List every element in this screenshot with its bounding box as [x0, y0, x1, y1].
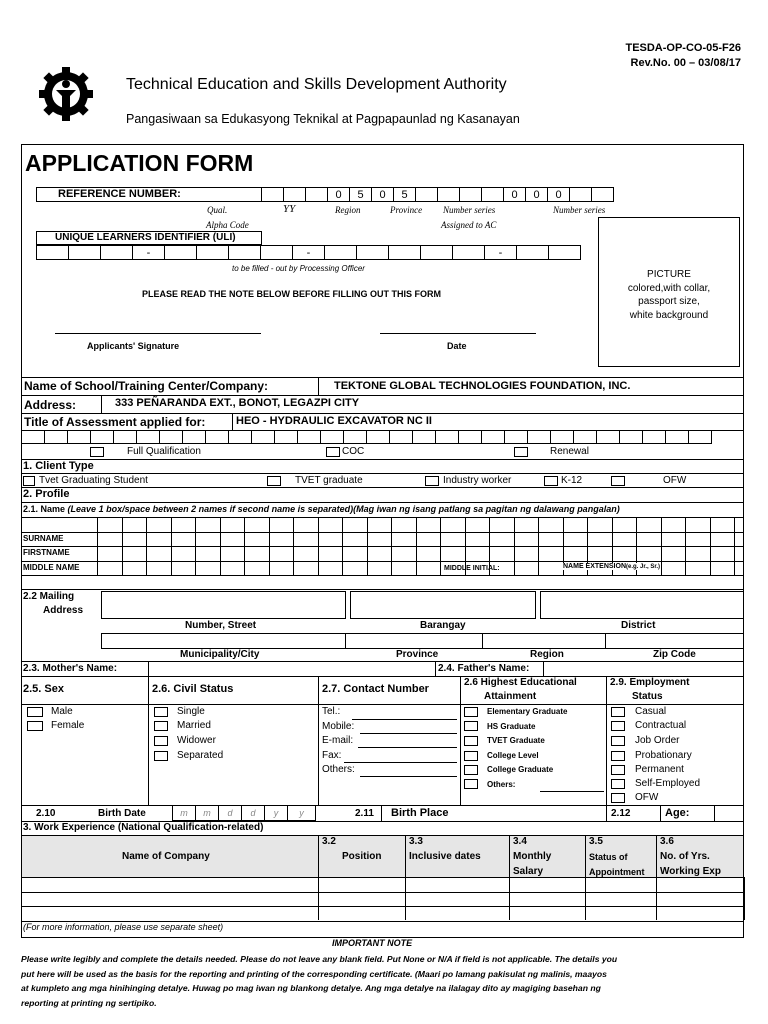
- uli-cells[interactable]: [36, 245, 581, 260]
- fax-field[interactable]: [344, 762, 457, 763]
- divider: [660, 805, 661, 821]
- uli-label: UNIQUE LEARNERS IDENTIFIER (ULI): [55, 232, 236, 243]
- reference-cell[interactable]: [459, 187, 482, 202]
- name-grid-row-line: [21, 575, 744, 576]
- work-position-label: Position: [342, 851, 382, 862]
- reference-cell[interactable]: [415, 187, 438, 202]
- name-grid-cell-line[interactable]: [416, 517, 417, 575]
- others-education-checkbox[interactable]: [464, 779, 478, 789]
- address-label: Address:: [24, 398, 77, 412]
- picture-line-3: white background: [629, 309, 709, 321]
- reference-cell[interactable]: [283, 187, 306, 202]
- uli-cell[interactable]: [196, 245, 229, 260]
- name-extension-eg: (e.g. Jr., Sr.): [626, 564, 661, 570]
- work-column-line: [585, 877, 586, 920]
- tvet-graduate-label: TVET graduate: [295, 475, 363, 486]
- caption-yy: YY: [283, 203, 296, 215]
- ofw-label: OFW: [663, 475, 687, 486]
- work-salary-label-1: Monthly: [513, 851, 552, 862]
- permanent-label: Permanent: [635, 764, 684, 775]
- casual-label: Casual: [635, 706, 667, 717]
- name-grid-cell-line[interactable]: [318, 517, 319, 575]
- province-label: Province: [396, 649, 439, 660]
- tvet-student-checkbox[interactable]: [23, 476, 35, 486]
- father-label: 2.4. Father's Name:: [438, 663, 530, 674]
- coc-label: COC: [342, 446, 365, 457]
- divider: [21, 377, 744, 378]
- tvet-grad-label: TVET Graduate: [487, 736, 545, 745]
- uli-cell[interactable]: [100, 245, 133, 260]
- name-instruction: [23, 504, 620, 514]
- male-checkbox[interactable]: [27, 707, 43, 717]
- tel-label: Tel.:: [322, 706, 341, 717]
- full-qualification-label: Full Qualification: [127, 446, 201, 457]
- name-grid-cell-line[interactable]: [367, 517, 368, 575]
- birth-place-label: Birth Place: [391, 807, 449, 819]
- work-years-label-1: No. of Yrs.: [660, 851, 710, 862]
- surname-label: SURNAME: [23, 534, 64, 543]
- name-grid-cell-line[interactable]: [195, 517, 196, 575]
- assessment-label: Title of Assessment applied for:: [24, 415, 206, 429]
- birth-date-label: Birth Date: [98, 808, 146, 819]
- work-row-line: [21, 906, 744, 907]
- widower-label: Widower: [177, 735, 216, 746]
- uli-cell[interactable]: [164, 245, 197, 260]
- separated-checkbox[interactable]: [154, 751, 168, 761]
- picture-instructions: [598, 268, 740, 322]
- mobile-label: Mobile:: [322, 721, 355, 732]
- widower-checkbox[interactable]: [154, 736, 168, 746]
- divider: [21, 473, 744, 474]
- reference-number-cells[interactable]: [261, 187, 614, 202]
- tvet-student-label: Tvet Graduating Student: [39, 475, 148, 486]
- probationary-label: Probationary: [635, 750, 692, 761]
- address-value[interactable]: 333 PEÑARANDA EXT., BONOT, LEGAZPI CITY: [115, 397, 360, 409]
- date-line[interactable]: [380, 333, 536, 334]
- reference-cell[interactable]: [437, 187, 460, 202]
- mother-label: 2.3. Mother's Name:: [23, 663, 118, 674]
- married-label: Married: [177, 720, 211, 731]
- barangay-label: Barangay: [420, 620, 466, 631]
- reference-cell[interactable]: 0: [547, 187, 570, 202]
- civil-status-heading: 2.6. Civil Status: [152, 683, 234, 695]
- elementary-checkbox[interactable]: [464, 707, 478, 717]
- work-dates-number: 3.3: [409, 836, 423, 847]
- divider: [21, 704, 744, 705]
- name-grid-cell-line[interactable]: [391, 517, 392, 575]
- note-line-2: put here will be used as the basis for the reporting and printing of the corresponding certificate. (Maari po lamang pakisulat ng malinis, maayos: [21, 968, 607, 979]
- signature-line[interactable]: [55, 333, 261, 334]
- reference-cell[interactable]: [481, 187, 504, 202]
- birth-month-cell[interactable]: m: [172, 805, 196, 821]
- separated-label: Separated: [177, 750, 224, 761]
- probationary-checkbox[interactable]: [611, 751, 625, 761]
- single-checkbox[interactable]: [154, 707, 168, 717]
- middle-initial-label: MIDDLE INITIAL:: [444, 565, 500, 572]
- name-grid-cell-line[interactable]: [244, 517, 245, 575]
- divider: [381, 805, 382, 821]
- reference-cell[interactable]: 0: [371, 187, 394, 202]
- self-employed-label: Self-Employed: [635, 778, 701, 789]
- age-label: Age:: [665, 807, 690, 819]
- hs-label: HS Graduate: [487, 722, 536, 731]
- work-column-line: [405, 877, 406, 920]
- birth-day-cell[interactable]: d: [241, 805, 265, 821]
- employment-heading-2: Status: [632, 691, 663, 702]
- name-grid-cell-line[interactable]: [146, 517, 147, 575]
- work-more-info: (For more information, please use separate sheet): [23, 922, 224, 932]
- divider: [21, 413, 744, 414]
- female-label: Female: [51, 720, 85, 731]
- uli-dash: -: [132, 245, 165, 260]
- divider: [435, 661, 436, 676]
- work-row-line: [21, 877, 744, 878]
- tel-field[interactable]: [352, 719, 457, 720]
- note-line-3: at kumpleto ang mga hinihinging detalye. Huwag po mag iwan ng blankong detalye. Ang mga detalye na ilalagay dito ay magiging basehan ng: [21, 983, 601, 993]
- name-grid-cell-line[interactable]: [97, 517, 98, 575]
- revision-number: Rev.No. 00 – 03/08/17: [630, 57, 741, 69]
- signature-label: Applicants' Signature: [87, 341, 180, 351]
- work-heading: 3. Work Experience (National Qualification-related): [23, 822, 264, 833]
- industry-worker-label: Industry worker: [443, 475, 512, 486]
- form-title: APPLICATION FORM: [25, 150, 254, 176]
- profile-heading: 2. Profile: [23, 488, 70, 500]
- name-extension-text: NAME EXTENSION: [563, 563, 627, 570]
- reference-cell[interactable]: [261, 187, 284, 202]
- email-field[interactable]: [358, 747, 457, 748]
- education-heading-2: Attainment: [484, 691, 537, 702]
- district-field[interactable]: [540, 591, 744, 619]
- contact-heading: 2.7. Contact Number: [322, 683, 429, 695]
- birth-date-number: 2.10: [36, 808, 56, 819]
- number-street-label: Number, Street: [185, 620, 257, 631]
- college-grad-checkbox[interactable]: [464, 765, 478, 775]
- permanent-checkbox[interactable]: [611, 765, 625, 775]
- divider: [21, 805, 744, 806]
- ofw-checkbox[interactable]: [611, 476, 625, 486]
- middlename-label: MIDDLE NAME: [23, 563, 80, 572]
- divider: [606, 676, 607, 806]
- divider: [460, 676, 461, 806]
- work-position-number: 3.2: [322, 836, 336, 847]
- picture-line-2: passport size,: [638, 296, 700, 307]
- age-number: 2.12: [611, 808, 631, 819]
- industry-worker-checkbox[interactable]: [425, 476, 439, 486]
- renewal-label: Renewal: [550, 446, 589, 457]
- region-field[interactable]: [482, 633, 606, 649]
- reference-cell[interactable]: 5: [349, 187, 372, 202]
- name-label: 2.1. Name: [23, 504, 66, 514]
- divider: [21, 459, 744, 460]
- caption-region: Region: [335, 205, 361, 215]
- uli-cell[interactable]: [516, 245, 549, 260]
- divider: [318, 377, 319, 395]
- work-column-line: [21, 877, 22, 920]
- divider: [318, 676, 319, 806]
- name-grid-cell-line[interactable]: [269, 517, 270, 575]
- zip-field[interactable]: [605, 633, 744, 649]
- married-checkbox[interactable]: [154, 721, 168, 731]
- work-column-line: [656, 877, 657, 920]
- name-grid-cell-line[interactable]: [171, 517, 172, 575]
- divider: [101, 395, 102, 413]
- assessment-value[interactable]: HEO - HYDRAULIC EXCAVATOR NC II: [236, 415, 432, 427]
- birth-date-cells[interactable]: [172, 805, 316, 821]
- sex-heading: 2.5. Sex: [23, 683, 64, 695]
- district-label: District: [621, 620, 656, 631]
- number-street-field[interactable]: [101, 591, 346, 619]
- renewal-checkbox[interactable]: [514, 447, 528, 457]
- divider: [21, 487, 744, 488]
- divider: [606, 805, 607, 821]
- work-salary-number: 3.4: [513, 836, 527, 847]
- uli-cell[interactable]: [388, 245, 421, 260]
- caption-number-series-2: Number series: [553, 205, 606, 215]
- caption-qual: Qual.: [207, 205, 228, 215]
- name-grid-cell-line[interactable]: [342, 517, 343, 575]
- caption-number-series: Number series: [443, 205, 496, 215]
- father-name-field[interactable]: [544, 662, 743, 675]
- others-contact-field[interactable]: [360, 776, 457, 777]
- others-education-field[interactable]: [540, 791, 604, 792]
- female-checkbox[interactable]: [27, 721, 43, 731]
- tvet-graduate-checkbox[interactable]: [267, 476, 281, 486]
- contractual-checkbox[interactable]: [611, 721, 625, 731]
- uli-cell[interactable]: [36, 245, 69, 260]
- name-grid-cell-line[interactable]: [685, 517, 686, 575]
- firstname-label: FIRSTNAME: [23, 548, 70, 557]
- important-note-body: [21, 952, 746, 1010]
- fax-label: Fax:: [322, 750, 342, 761]
- region-label: Region: [530, 649, 564, 660]
- college-grad-label: College Graduate: [487, 765, 554, 774]
- name-grid-cell-line[interactable]: [440, 517, 441, 575]
- divider: [21, 589, 744, 590]
- job-order-label: Job Order: [635, 735, 680, 746]
- uli-cell[interactable]: [324, 245, 357, 260]
- employment-heading-1: 2.9. Employment: [610, 677, 690, 688]
- reference-cell[interactable]: [591, 187, 614, 202]
- divider: [232, 413, 233, 430]
- self-employed-checkbox[interactable]: [611, 779, 625, 789]
- uli-cell[interactable]: [420, 245, 453, 260]
- work-dates-label: Inclusive dates: [409, 851, 481, 862]
- school-value[interactable]: TEKTONE GLOBAL TECHNOLOGIES FOUNDATION, INC.: [334, 380, 631, 392]
- name-grid-cell-line[interactable]: [122, 517, 123, 575]
- note-line-4: reporting at printing ng sertipiko.: [21, 997, 157, 1008]
- k12-label: K-12: [561, 475, 583, 486]
- name-grid-cell-line[interactable]: [220, 517, 221, 575]
- caption-assigned: Assigned to AC: [441, 220, 497, 230]
- uli-cell[interactable]: [548, 245, 581, 260]
- casual-checkbox[interactable]: [611, 707, 625, 717]
- province-field[interactable]: [345, 633, 483, 649]
- blank-row-cells: [21, 430, 712, 444]
- full-qualification-checkbox[interactable]: [90, 447, 104, 457]
- education-heading-1: 2.6 Highest Educational: [464, 677, 577, 688]
- birth-month-cell[interactable]: m: [195, 805, 219, 821]
- client-type-heading: 1. Client Type: [23, 460, 94, 472]
- job-order-checkbox[interactable]: [611, 736, 625, 746]
- agency-name: Technical Education and Skills Development Authority: [126, 76, 507, 93]
- k12-checkbox[interactable]: [544, 476, 558, 486]
- uli-cell[interactable]: [356, 245, 389, 260]
- work-years-label-2: Working Exp: [660, 866, 721, 877]
- mailing-label-2: Address: [43, 605, 84, 616]
- note-line-1: Please write legibly and complete the details needed. Please do not leave any blank field. Put None or N/A if field is not applicable. The details you: [21, 954, 618, 964]
- work-column-line: [509, 877, 510, 920]
- divider: [21, 395, 744, 396]
- birth-day-cell[interactable]: d: [218, 805, 242, 821]
- contractual-label: Contractual: [635, 720, 687, 731]
- municipality-label: Municipality/City: [180, 649, 260, 660]
- male-label: Male: [51, 706, 73, 717]
- reference-number-label: REFERENCE NUMBER:: [58, 188, 181, 200]
- email-label: E-mail:: [322, 735, 354, 746]
- uli-dash: -: [292, 245, 325, 260]
- birth-year-cell[interactable]: y: [264, 805, 288, 821]
- name-grid-cell-line[interactable]: [293, 517, 294, 575]
- ofw-employment-label: OFW: [635, 792, 659, 803]
- mobile-field[interactable]: [360, 733, 457, 734]
- municipality-field[interactable]: [101, 633, 346, 649]
- divider: [21, 502, 744, 503]
- birth-year-cell[interactable]: y: [287, 805, 316, 821]
- date-label: Date: [447, 341, 467, 351]
- mailing-label-1: 2.2 Mailing: [23, 591, 75, 602]
- name-grid-cell-line[interactable]: [661, 517, 662, 575]
- divider: [148, 676, 149, 806]
- name-grid-cell-line[interactable]: [710, 517, 711, 575]
- work-status-label-1: Status of: [589, 852, 628, 862]
- zip-label: Zip Code: [653, 649, 696, 660]
- work-status-number: 3.5: [589, 836, 603, 847]
- divider: [714, 805, 715, 821]
- tesda-logo-icon: [34, 66, 98, 122]
- name-note: (Leave 1 box/space between 2 names if second name is separated)(Mag iwan ng isang patlang sa pagitan ng dalawang pangalan): [67, 504, 620, 514]
- caption-province: Province: [390, 205, 423, 215]
- reference-cell[interactable]: [305, 187, 328, 202]
- uli-cell[interactable]: [68, 245, 101, 260]
- work-salary-label-2: Salary: [513, 866, 544, 877]
- hs-checkbox[interactable]: [464, 721, 478, 731]
- name-grid-cell-line[interactable]: [538, 517, 539, 575]
- college-level-label: College Level: [487, 751, 539, 760]
- uli-cell[interactable]: [228, 245, 261, 260]
- work-rows[interactable]: [21, 877, 744, 920]
- school-label: Name of School/Training Center/Company:: [24, 379, 269, 393]
- doc-code: TESDA-OP-CO-05-F26: [625, 42, 741, 54]
- work-column-line: [318, 877, 319, 920]
- birth-place-number: 2.11: [355, 808, 374, 819]
- others-contact-label: Others:: [322, 764, 355, 775]
- work-status-label-2: Appointment: [589, 867, 645, 877]
- tvet-grad-checkbox[interactable]: [464, 736, 478, 746]
- work-column-line: [744, 877, 745, 920]
- work-company-label: Name of Company: [122, 851, 210, 862]
- reference-cell[interactable]: 0: [503, 187, 526, 202]
- picture-line-1: colored,with collar,: [627, 282, 711, 294]
- single-label: Single: [177, 706, 205, 717]
- reference-cell[interactable]: [569, 187, 592, 202]
- uli-note: to be filled - out by Processing Officer: [232, 264, 365, 273]
- ofw-employment-checkbox[interactable]: [611, 793, 625, 803]
- uli-cell[interactable]: [260, 245, 293, 260]
- picture-title: PICTURE: [647, 269, 691, 280]
- reference-cell[interactable]: 5: [393, 187, 416, 202]
- uli-dash: -: [484, 245, 517, 260]
- name-grid-cell-line[interactable]: [514, 517, 515, 575]
- work-row-line: [21, 892, 744, 893]
- work-years-number: 3.6: [660, 836, 674, 847]
- caption-alpha-code: Alpha Code: [206, 220, 249, 230]
- agency-name-filipino: Pangasiwaan sa Edukasyong Teknikal at Pagpapaunlad ng Kasanayan: [126, 112, 520, 126]
- others-education-label: Others:: [487, 780, 516, 789]
- elementary-label: Elementary Graduate: [487, 707, 568, 716]
- coc-checkbox[interactable]: [326, 447, 340, 457]
- uli-cell[interactable]: [452, 245, 485, 260]
- college-level-checkbox[interactable]: [464, 751, 478, 761]
- reference-cell[interactable]: 0: [525, 187, 548, 202]
- reference-cell[interactable]: 0: [327, 187, 350, 202]
- barangay-field[interactable]: [350, 591, 536, 619]
- name-grid-cell-line[interactable]: [734, 517, 735, 575]
- mother-name-field[interactable]: [149, 662, 434, 675]
- name-extension-label: [563, 563, 660, 570]
- important-note-heading: IMPORTANT NOTE: [332, 938, 413, 948]
- read-note: PLEASE READ THE NOTE BELOW BEFORE FILLING OUT THIS FORM: [142, 289, 441, 299]
